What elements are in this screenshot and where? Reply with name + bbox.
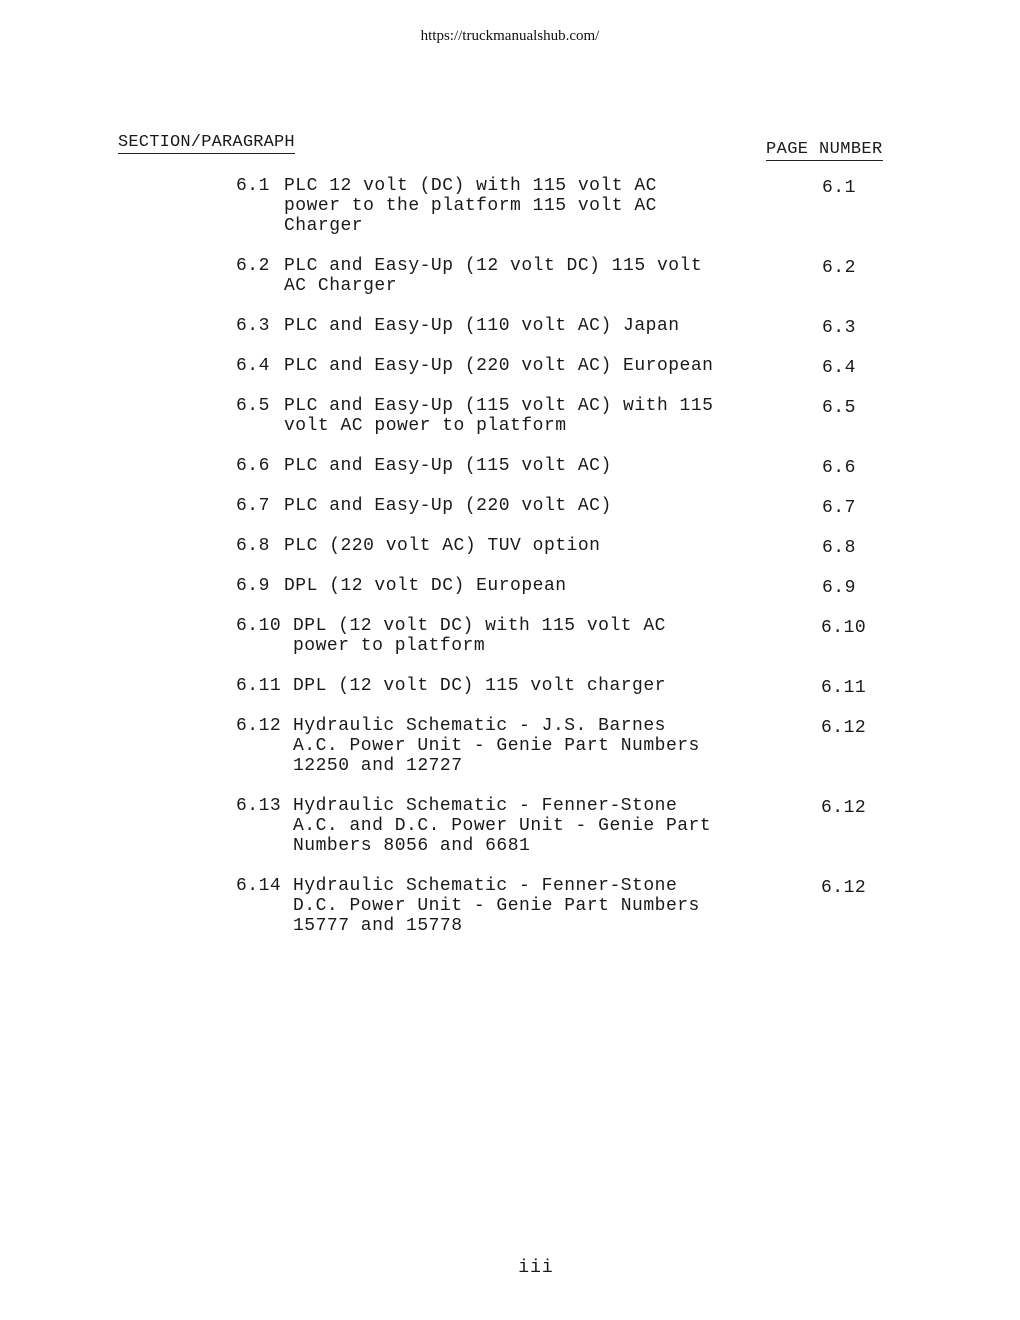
entry-number: 6.12 bbox=[236, 716, 282, 736]
page-number-heading: PAGE NUMBER bbox=[766, 140, 883, 159]
entry-number: 6.2 bbox=[236, 256, 270, 276]
entry-number: 6.6 bbox=[236, 456, 270, 476]
entry-page: 6.11 bbox=[821, 678, 867, 698]
entry-title: PLC and Easy-Up (110 volt AC) Japan bbox=[284, 316, 680, 336]
entry-number: 6.10 bbox=[236, 616, 282, 636]
entry-page: 6.2 bbox=[822, 258, 856, 278]
toc-entry bbox=[236, 676, 876, 696]
toc-entry bbox=[236, 456, 876, 476]
entry-number: 6.5 bbox=[236, 396, 270, 416]
entry-page: 6.8 bbox=[822, 538, 856, 558]
entry-page: 6.12 bbox=[821, 878, 867, 898]
entry-title: PLC and Easy-Up (220 volt AC) European bbox=[284, 356, 714, 376]
source-url: https://truckmanualshub.com/ bbox=[420, 28, 600, 44]
entry-number: 6.14 bbox=[236, 876, 282, 896]
entry-title: PLC and Easy-Up (12 volt DC) 115 volt AC Charger bbox=[284, 256, 703, 296]
entry-page: 6.5 bbox=[822, 398, 856, 418]
entry-page: 6.7 bbox=[822, 498, 856, 518]
entry-page: 6.1 bbox=[822, 178, 856, 198]
toc-entry bbox=[236, 576, 876, 596]
section-paragraph-heading: SECTION/PARAGRAPH bbox=[118, 133, 295, 152]
toc-entry bbox=[236, 356, 876, 376]
entry-page: 6.6 bbox=[822, 458, 856, 478]
toc-entry bbox=[236, 616, 876, 656]
toc-entry bbox=[236, 496, 876, 516]
toc-entry bbox=[236, 796, 876, 856]
entry-title: PLC (220 volt AC) TUV option bbox=[284, 536, 601, 556]
page-number-footer: iii bbox=[518, 1258, 554, 1278]
entry-page: 6.12 bbox=[821, 718, 867, 738]
entry-title: DPL (12 volt DC) 115 volt charger bbox=[293, 676, 666, 696]
toc-entry bbox=[236, 716, 876, 776]
entry-number: 6.11 bbox=[236, 676, 282, 696]
toc-entry bbox=[236, 256, 876, 296]
entry-number: 6.7 bbox=[236, 496, 270, 516]
entry-number: 6.9 bbox=[236, 576, 270, 596]
entry-number: 6.13 bbox=[236, 796, 282, 816]
entry-title: Hydraulic Schematic - J.S. Barnes A.C. Power Unit - Genie Part Numbers 12250 and 12727 bbox=[293, 716, 700, 776]
entry-number: 6.3 bbox=[236, 316, 270, 336]
entry-title: Hydraulic Schematic - Fenner-Stone D.C. Power Unit - Genie Part Numbers 15777 and 15778 bbox=[293, 876, 700, 936]
entry-number: 6.1 bbox=[236, 176, 270, 196]
entry-page: 6.10 bbox=[821, 618, 867, 638]
entry-page: 6.4 bbox=[822, 358, 856, 378]
entry-title: PLC 12 volt (DC) with 115 volt AC power to the platform 115 volt AC Charger bbox=[284, 176, 657, 236]
entry-title: DPL (12 volt DC) with 115 volt AC power to platform bbox=[293, 616, 666, 656]
entry-title: DPL (12 volt DC) European bbox=[284, 576, 567, 596]
entry-title: PLC and Easy-Up (115 volt AC) with 115 volt AC power to platform bbox=[284, 396, 714, 436]
toc-entry bbox=[236, 876, 876, 936]
toc-entry bbox=[236, 316, 876, 336]
toc-entry bbox=[236, 176, 876, 236]
toc-entry bbox=[236, 536, 876, 556]
entry-page: 6.3 bbox=[822, 318, 856, 338]
entry-number: 6.8 bbox=[236, 536, 270, 556]
entry-title: PLC and Easy-Up (115 volt AC) bbox=[284, 456, 612, 476]
entry-page: 6.12 bbox=[821, 798, 867, 818]
entry-title: Hydraulic Schematic - Fenner-Stone A.C. and D.C. Power Unit - Genie Part Numbers 8056 and 6681 bbox=[293, 796, 712, 856]
entry-page: 6.9 bbox=[822, 578, 856, 598]
entry-title: PLC and Easy-Up (220 volt AC) bbox=[284, 496, 612, 516]
toc-entry bbox=[236, 396, 876, 436]
entry-number: 6.4 bbox=[236, 356, 270, 376]
